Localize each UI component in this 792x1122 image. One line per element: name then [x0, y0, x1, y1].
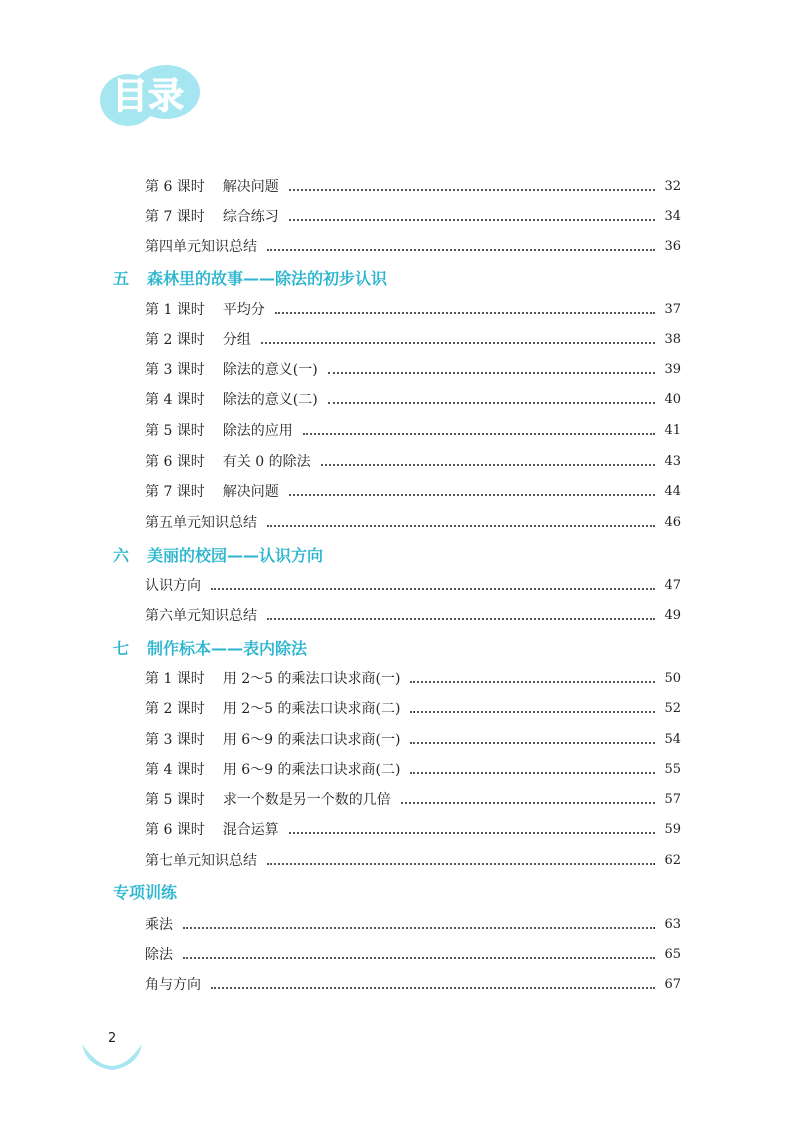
toc-leader-dots	[289, 219, 655, 221]
toc-leader-dots	[321, 464, 655, 466]
toc-item[interactable]	[145, 235, 681, 257]
toc-leader-dots	[211, 987, 655, 989]
toc-item-page: 57	[664, 791, 681, 807]
toc-item-page: 34	[664, 208, 681, 224]
toc-leader-dots	[410, 772, 655, 774]
toc-item-title: 求一个数是另一个数的几倍	[222, 792, 391, 808]
toc-item-page: 67	[664, 976, 681, 992]
toc-item-lesson: 第六单元知识总结	[145, 608, 257, 624]
toc-item[interactable]	[145, 205, 681, 227]
toc-leader-dots	[275, 312, 655, 314]
toc-item-page: 36	[664, 238, 681, 254]
toc-leader-dots	[267, 525, 655, 527]
toc-leader-dots	[261, 342, 655, 344]
toc-item-title: 用 6～9 的乘法口诀求商(一)	[222, 732, 401, 748]
toc-item-title: 除法的应用	[222, 423, 293, 439]
toc-item[interactable]	[145, 758, 681, 780]
unit-number: 六	[113, 545, 130, 565]
toc-leader-dots	[267, 618, 655, 620]
toc-item-lesson: 第 6 课时	[145, 454, 205, 470]
unit-number: 五	[113, 268, 130, 288]
toc-item-lesson: 乘法	[145, 917, 173, 933]
unit-heading	[113, 634, 307, 660]
toc-item-lesson: 第 7 课时	[145, 209, 205, 225]
toc-item[interactable]	[145, 480, 681, 502]
toc-item[interactable]	[145, 358, 681, 380]
toc-item-page: 63	[664, 916, 681, 932]
toc-item-page: 41	[664, 422, 681, 438]
toc-item-page: 32	[664, 178, 681, 194]
toc-item-lesson: 第 1 课时	[145, 671, 205, 687]
toc-leader-dots	[183, 957, 655, 959]
toc-item-lesson: 第四单元知识总结	[145, 239, 257, 255]
toc-item[interactable]	[145, 973, 681, 995]
toc-item-title: 用 6～9 的乘法口诀求商(二)	[222, 762, 401, 778]
toc-item-lesson: 第 6 课时	[145, 822, 205, 838]
smile-icon	[78, 1036, 146, 1078]
toc-item-lesson: 认识方向	[145, 578, 201, 594]
toc-item[interactable]	[145, 697, 681, 719]
toc-item-lesson: 第 6 课时	[145, 179, 205, 195]
unit-title: 制作标本——表内除法	[147, 638, 308, 658]
toc-leader-dots	[267, 249, 655, 251]
toc-item[interactable]	[145, 728, 681, 750]
toc-item[interactable]	[145, 818, 681, 840]
toc-item-lesson: 第五单元知识总结	[145, 515, 257, 531]
toc-leader-dots	[328, 372, 655, 374]
toc-leader-dots	[328, 402, 655, 404]
toc-leader-dots	[289, 189, 655, 191]
toc-item-lesson: 第 3 课时	[145, 732, 205, 748]
toc-logo-text: 目录	[111, 76, 185, 117]
toc-item[interactable]	[145, 175, 681, 197]
toc-leader-dots	[211, 588, 655, 590]
unit-number: 七	[113, 638, 130, 658]
toc-item-title: 用 2～5 的乘法口诀求商(二)	[222, 701, 401, 717]
toc-item-page: 40	[664, 391, 681, 407]
toc-item-lesson: 第 2 课时	[145, 332, 205, 348]
toc-item-lesson: 除法	[145, 947, 173, 963]
toc-item-title: 除法的意义(一)	[222, 362, 318, 378]
toc-leader-dots	[410, 681, 655, 683]
toc-item-page: 38	[664, 331, 681, 347]
toc-item-page: 54	[664, 731, 681, 747]
toc-item-lesson: 第 5 课时	[145, 423, 205, 439]
toc-item-page: 52	[664, 700, 681, 716]
toc-item-page: 55	[664, 761, 681, 777]
toc-item-title: 混合运算	[222, 822, 279, 838]
page-number: 2	[108, 1031, 117, 1046]
toc-item-lesson: 第 4 课时	[145, 762, 205, 778]
toc-leader-dots	[303, 433, 655, 435]
toc-item[interactable]	[145, 667, 681, 689]
toc-item[interactable]	[145, 943, 681, 965]
toc-item-title: 有关 0 的除法	[222, 454, 311, 470]
toc-leader-dots	[410, 711, 655, 713]
toc-item-lesson: 第 1 课时	[145, 302, 205, 318]
unit-heading	[113, 264, 387, 290]
toc-item-page: 46	[664, 514, 681, 530]
toc-item[interactable]	[145, 913, 681, 935]
toc-leader-dots	[410, 742, 655, 744]
toc-item-page: 47	[664, 577, 681, 593]
toc-item-lesson: 第 4 课时	[145, 392, 205, 408]
unit-title: 美丽的校园——认识方向	[147, 545, 324, 565]
toc-item[interactable]	[145, 511, 681, 533]
toc-item-page: 59	[664, 821, 681, 837]
toc-item[interactable]	[145, 604, 681, 626]
toc-item[interactable]	[145, 388, 681, 410]
toc-item[interactable]	[145, 849, 681, 871]
toc-item[interactable]	[145, 788, 681, 810]
toc-item[interactable]	[145, 574, 681, 596]
toc-item-title: 用 2～5 的乘法口诀求商(一)	[222, 671, 401, 687]
toc-item-title: 分组	[222, 332, 251, 348]
toc-leader-dots	[289, 494, 655, 496]
unit-heading	[113, 878, 177, 904]
toc-item-page: 65	[664, 946, 681, 962]
unit-heading	[113, 541, 323, 567]
toc-item-lesson: 角与方向	[145, 977, 201, 993]
toc-item-page: 62	[664, 852, 681, 868]
toc-leader-dots	[289, 832, 655, 834]
toc-item-title: 解决问题	[222, 179, 279, 195]
toc-item-lesson: 第七单元知识总结	[145, 853, 257, 869]
toc-item[interactable]	[145, 298, 681, 320]
toc-item-page: 49	[664, 607, 681, 623]
toc-item-title: 平均分	[222, 302, 265, 318]
toc-item-title: 解决问题	[222, 484, 279, 500]
toc-item[interactable]	[145, 419, 681, 441]
toc-leader-dots	[267, 863, 655, 865]
toc-item-lesson: 第 3 课时	[145, 362, 205, 378]
toc-item-page: 43	[664, 453, 681, 469]
toc-item[interactable]	[145, 450, 681, 472]
toc-item-page: 39	[664, 361, 681, 377]
toc-item-page: 44	[664, 483, 681, 499]
toc-item-lesson: 第 7 课时	[145, 484, 205, 500]
toc-item[interactable]	[145, 328, 681, 350]
toc-leader-dots	[401, 802, 655, 804]
unit-title: 专项训练	[113, 882, 178, 902]
unit-title: 森林里的故事——除法的初步认识	[147, 268, 388, 288]
toc-item-lesson: 第 2 课时	[145, 701, 205, 717]
toc-leader-dots	[183, 927, 655, 929]
toc-item-lesson: 第 5 课时	[145, 792, 205, 808]
toc-item-page: 50	[664, 670, 681, 686]
toc-item-title: 综合练习	[222, 209, 279, 225]
toc-item-title: 除法的意义(二)	[222, 392, 318, 408]
toc-item-page: 37	[664, 301, 681, 317]
